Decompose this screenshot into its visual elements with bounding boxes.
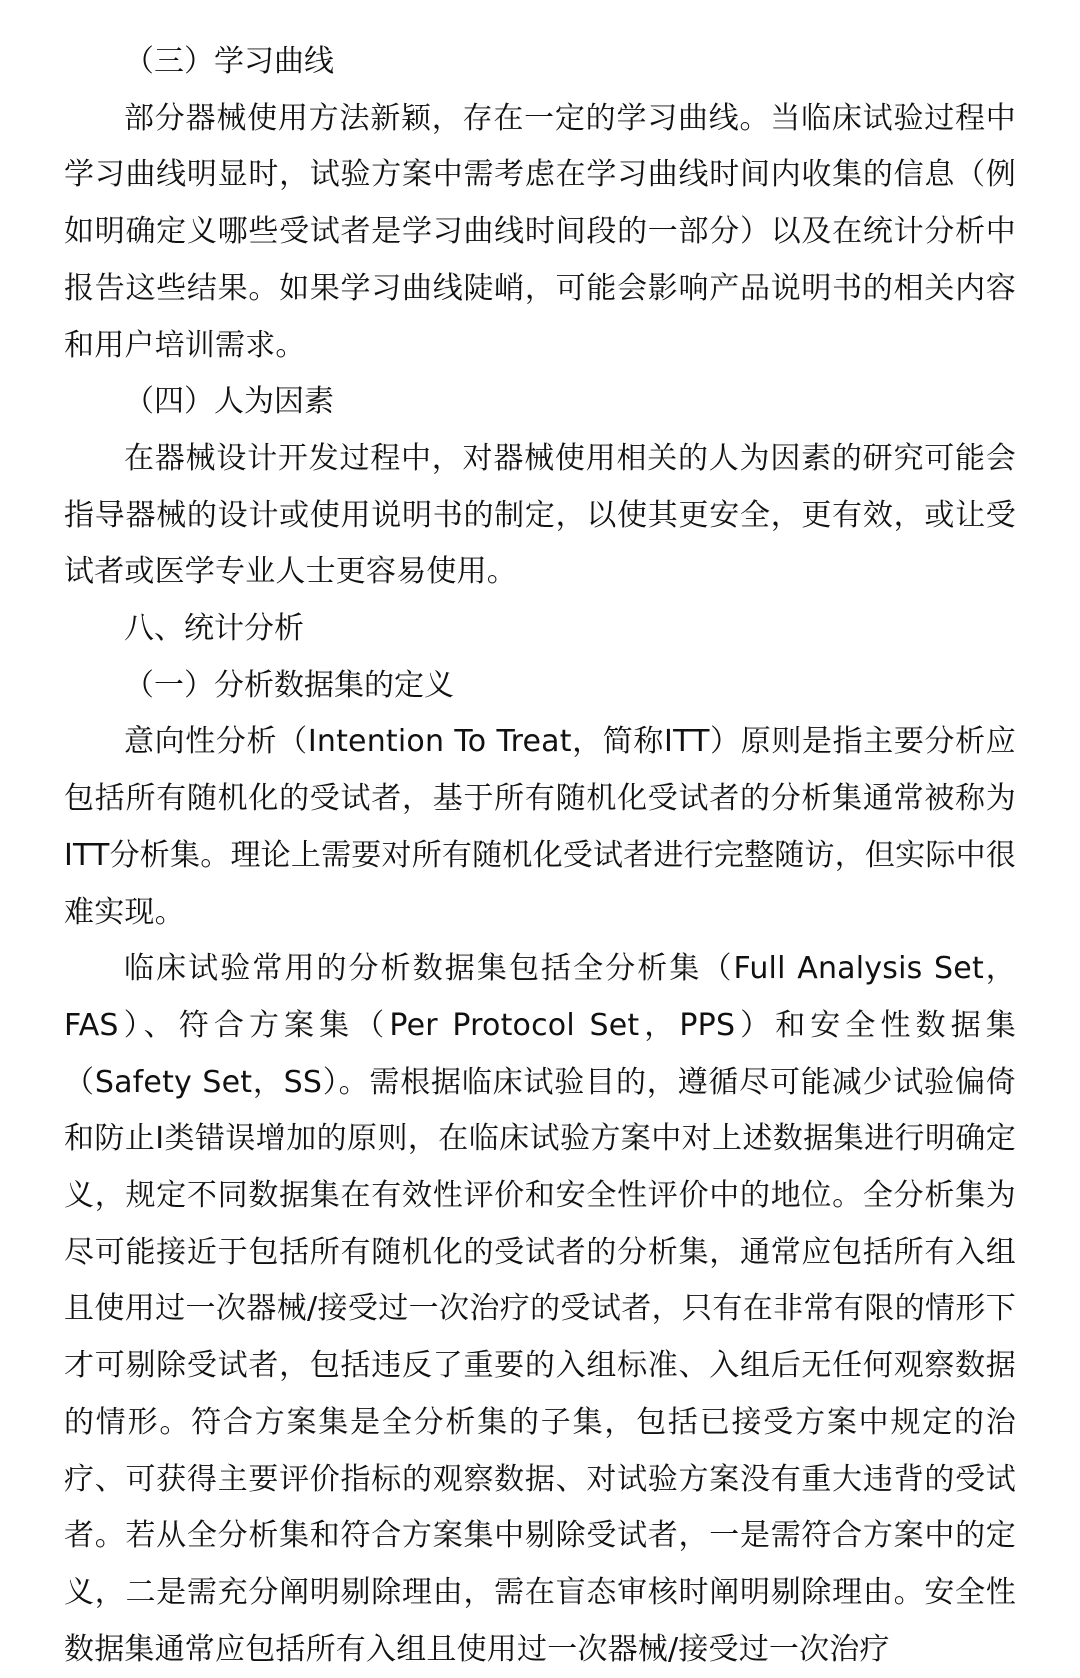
- section-heading-learning-curve: （三）学习曲线: [124, 44, 334, 79]
- document-page: [64, 34, 1016, 1678]
- paragraph-itt-principle: 意向性分析（Intention To Treat，简称ITT）原则是指主要分析应包括所有随机化的受试者，基于所有随机化受试者的分析集通常被称为ITT分析集。理论上需要对所有随机化受试者进行完整随访，但实际中很难实现。: [64, 724, 1016, 930]
- section-heading-dataset-definition: （一）分析数据集的定义: [124, 667, 454, 703]
- paragraph-human-factors: 在器械设计开发过程中，对器械使用相关的人为因素的研究可能会指导器械的设计或使用说明书的制定，以使其更安全，更有效，或让受试者或医学专业人士更容易使用。: [64, 440, 1016, 590]
- chapter-heading-statistics: 八、统计分析: [124, 611, 304, 647]
- paragraph-learning-curve: 部分器械使用方法新颖，存在一定的学习曲线。当临床试验过程中学习曲线明显时，试验方案中需考虑在学习曲线时间内收集的信息（例如明确定义哪些受试者是学习曲线时间段的一部分）以及在统计分析中报告这些结果。如果学习曲线陡峭，可能会影响产品说明书的相关内容和用户培训需求。: [64, 100, 1016, 363]
- section-heading-human-factors: （四）人为因素: [124, 384, 334, 420]
- paragraph-analysis-datasets: 临床试验常用的分析数据集包括全分析集（Full Analysis Set，FAS）、符合方案集（Per Protocol Set，PPS）和安全性数据集（Safety Set，SS）。需根据临床试验目的，遵循尽可能减少试验偏倚和防止Ⅰ类错误增加的原则，在临床试验方案中对上述数据集进行明确定义，规定不同数据集在有效性评价和安全性评价中的地位。全分析集为尽可能接近于包括所有随机化的受试者的分析集，通常应包括所有入组且使用过一次器械/接受过一次治疗的受试者，只有在非常有限的情形下才可剔除受试者，包括违反了重要的入组标准、入组后无任何观察数据的情形。符合方案集是全分析集的子集，包括已接受方案中规定的治疗、可获得主要评价指标的观察数据、对试验方案没有重大违背的受试者。若从全分析集和符合方案集中剔除受试者，一是需符合方案中的定义，二是需充分阐明剔除理由，需在盲态审核时阐明剔除理由。安全性数据集通常应包括所有入组且使用过一次器械/接受过一次治疗: [64, 951, 1016, 1667]
